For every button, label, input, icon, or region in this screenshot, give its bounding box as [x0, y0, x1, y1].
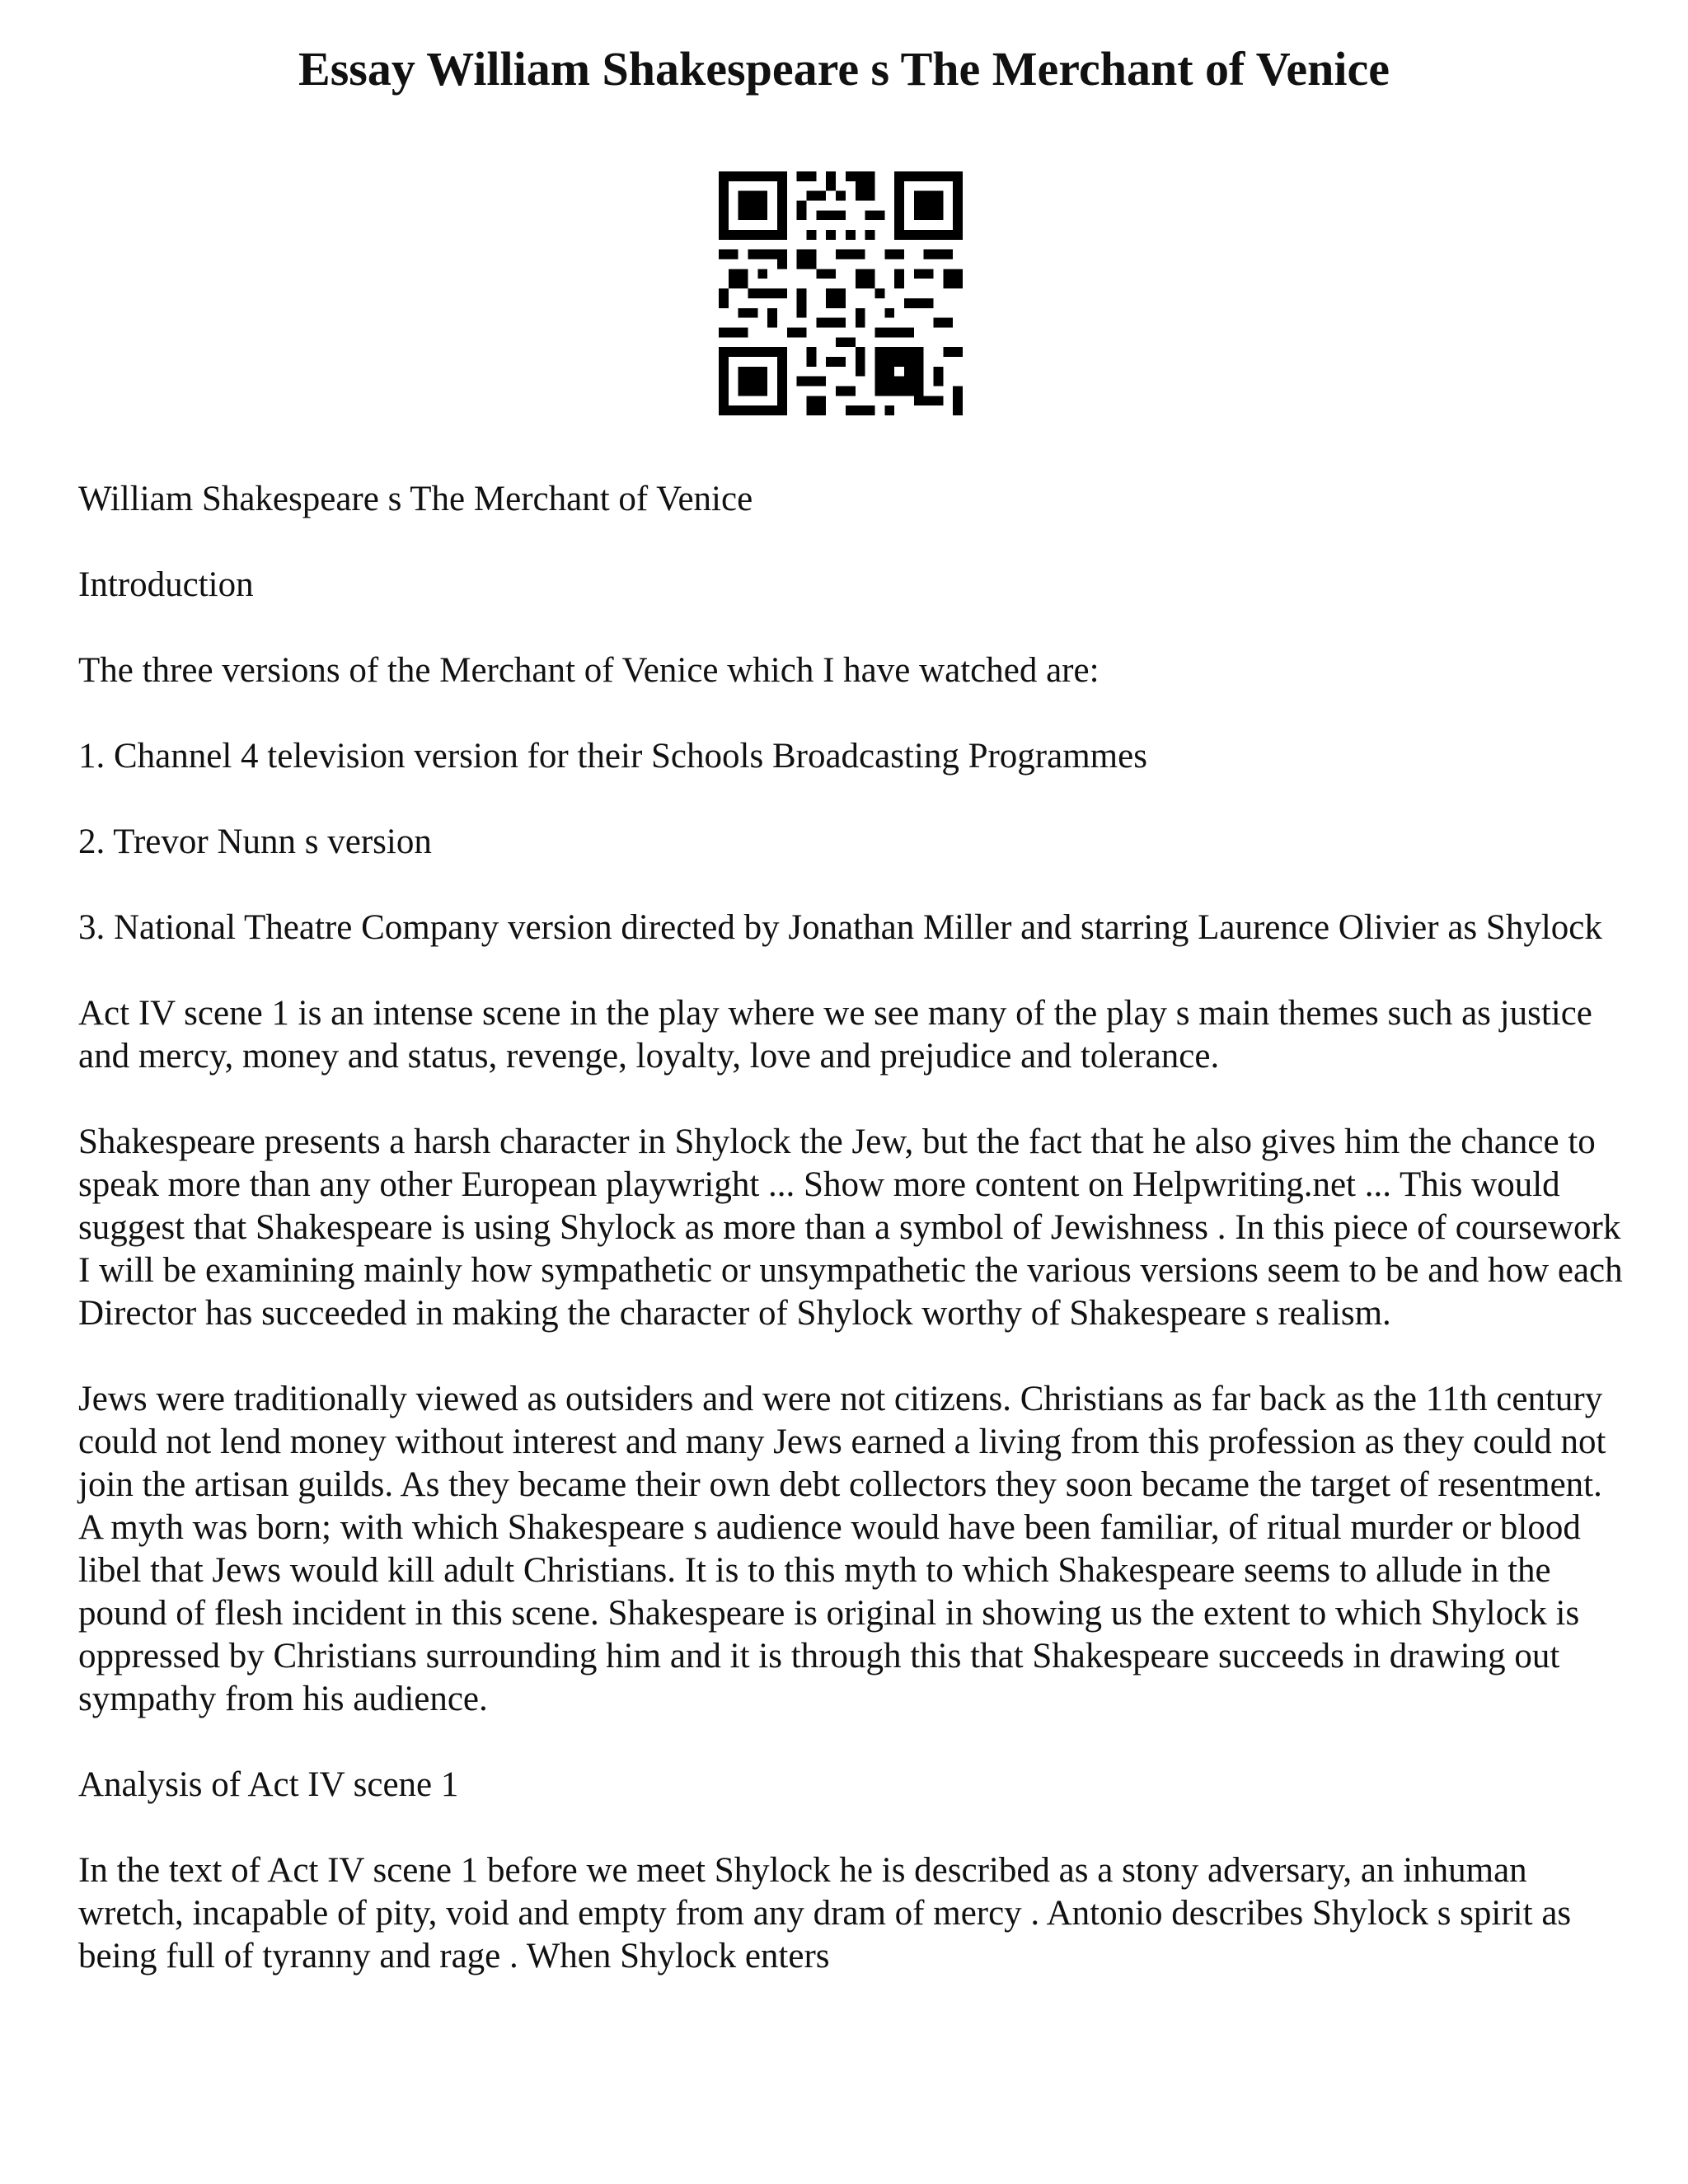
- paragraph: Act IV scene 1 is an intense scene in the play where we see many of the play s main themes such as justice and mercy, money and status, revenge, loyalty, love and prejudice and tolerance.: [78, 994, 1592, 1076]
- paragraph: In the text of Act IV scene 1 before we meet Shylock he is described as a stony adversary, an inhuman wretch, incapable of pity, void and empty from any dram of mercy . Antonio describes Shylock s spirit as being full of tyranny and rage . When Shylock enters: [78, 1851, 1572, 1975]
- section-heading: William Shakespeare s The Merchant of Venice: [78, 480, 753, 518]
- document-title: Essay William Shakespeare s The Merchant of Venice: [298, 42, 1390, 96]
- paragraph: Jews were traditionally viewed as outsiders and were not citizens. Christians as far back as the 11th century could not lend money without interest and many Jews earned a living from this profession as they could not join the artisan guilds. As they became their own debt collectors they soon became the target of resentment. A myth was born; with which Shakespeare s audience would have been familiar, of ritual murder or blood libel that Jews would kill adult Christians. It is to this myth to which Shakespeare seems to allude in the pound of flesh incident in this scene. Shakespeare is original in showing us the extent to which Shylock is oppressed by Christians surrounding him and it is through this that Shakespeare succeeds in drawing out sympathy from his audience.: [78, 1380, 1606, 1718]
- section-heading: Analysis of Act IV scene 1: [78, 1765, 459, 1804]
- list-item: 3. National Theatre Company version directed by Jonathan Miller and starring Laurence Olivier as Shylock: [78, 908, 1602, 947]
- document-body: [78, 478, 1628, 2021]
- list-item: 1. Channel 4 television version for their Schools Broadcasting Programmes: [78, 737, 1147, 776]
- paragraph: The three versions of the Merchant of Venice which I have watched are:: [78, 651, 1100, 690]
- list-item: 2. Trevor Nunn s version: [78, 823, 432, 861]
- section-heading: Introduction: [78, 565, 254, 604]
- paragraph: Shakespeare presents a harsh character in Shylock the Jew, but the fact that he also gives him the chance to speak more than any other European playwright ... Show more content on Helpwriting.net ... This would suggest that Shakespeare is using Shylock as more than a symbol of Jewishness . In this piece of coursework I will be examining mainly how sympathetic or unsympathetic the various versions seem to be and how each Director has succeeded in making the character of Shylock worthy of Shakespeare s realism.: [78, 1122, 1623, 1333]
- qr-code-icon: [719, 171, 963, 415]
